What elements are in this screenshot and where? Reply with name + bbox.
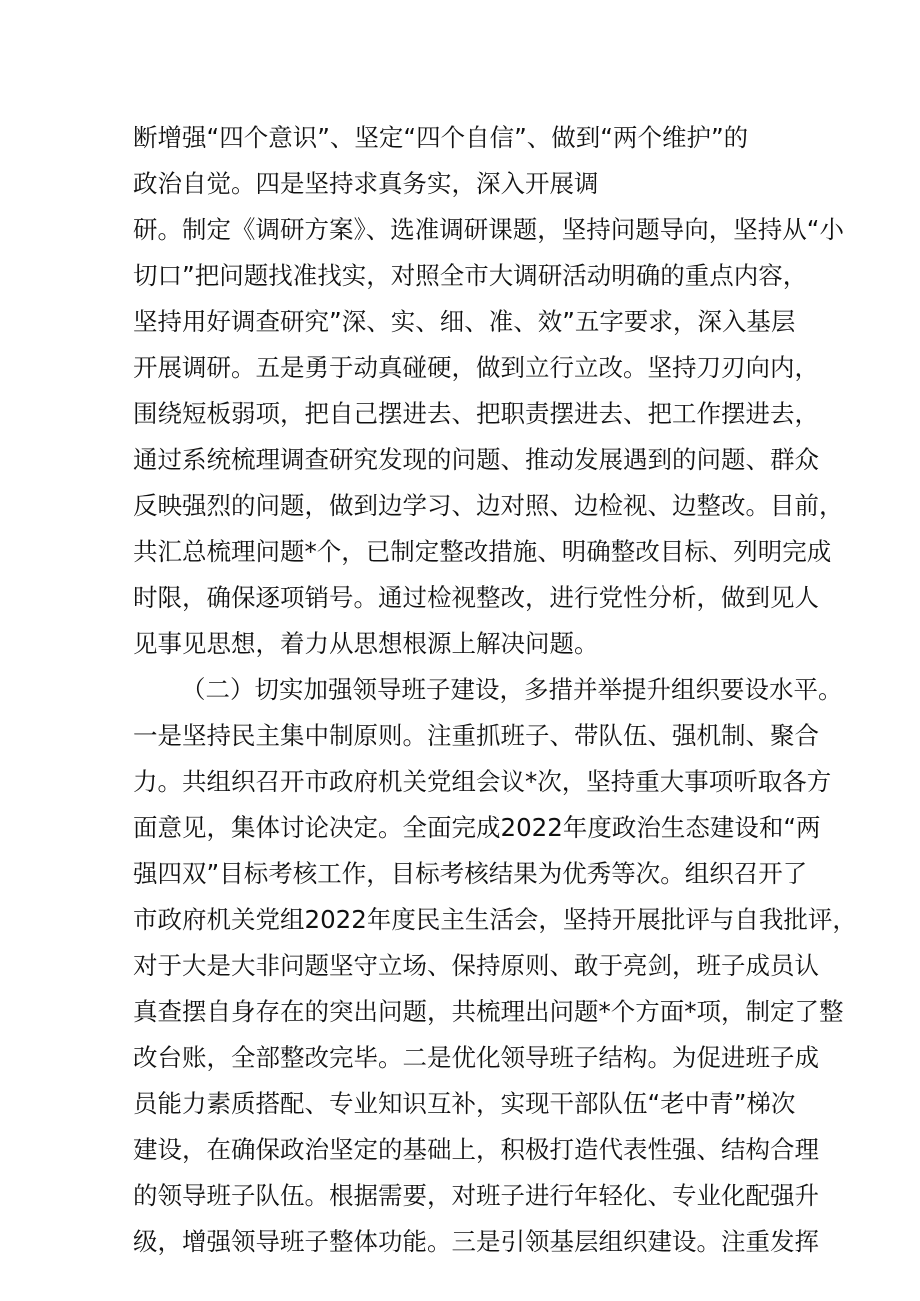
text-line: 的领导班子队伍。根据需要，对班子进行年轻化、专业化配强升 [133,1181,819,1210]
text-line: 断增强“四个意识”、坚定“四个自信”、做到“两个维护”的 [133,123,749,152]
text-line: 面意见，集体讨论决定。全面完成2022年度政治生态建设和“两 [133,813,821,842]
text-line: 市政府机关党组2022年度民主生活会，坚持开展批评与自我批评， [133,905,857,934]
text-line: 坚持用好调查研究”深、实、细、准、效”五字要求，深入基层 [133,307,796,336]
text-line: 反映强烈的问题，做到边学习、边对照、边检视、边整改。目前， [133,491,844,520]
text-line: 开展调研。五是勇于动真碰硬，做到立行立改。坚持刀刃向内， [133,353,819,382]
text-line: 建设，在确保政治坚定的基础上，积极打造代表性强、结构合理 [133,1135,819,1164]
text-line: 共汇总梳理问题*个，已制定整改措施、明确整改目标、列明完成 [133,537,832,566]
section-heading: （二）切实加强领导班子建设，多措并举提升组织要设水平。 [181,675,843,704]
text-line: 改台账，全部整改完毕。二是优化领导班子结构。为促进班子成 [133,1043,819,1072]
text-line: 一是坚持民主集中制原则。注重抓班子、带队伍、强机制、聚合 [133,721,819,750]
text-line: 围绕短板弱项，把自己摆进去、把职责摆进去、把工作摆进去， [133,399,819,428]
text-line: 强四双”目标考核工作，目标考核结果为优秀等次。组织召开了 [133,859,808,888]
text-line: 时限，确保逐项销号。通过检视整改，进行党性分析，做到见人 [133,583,819,612]
text-line: 对于大是大非问题坚守立场、保持原则、敢于亮剑，班子成员认 [133,951,819,980]
text-line: 通过系统梳理调查研究发现的问题、推动发展遇到的问题、群众 [133,445,819,474]
text-line: 员能力素质搭配、专业知识互补，实现干部队伍“老中青”梯次 [133,1089,796,1118]
text-line: 力。共组织召开市政府机关党组会议*次，坚持重大事项听取各方 [133,767,832,796]
body-text [133,115,857,1265]
text-line: 切口”把问题找准找实，对照全市大调研活动明确的重点内容， [133,261,808,290]
text-line: 研。制定《调研方案》、选准调研课题，坚持问题导向，坚持从“小 [133,215,844,244]
text-line: 真查摆自身存在的突出问题，共梳理出问题*个方面*项，制定了整 [133,997,844,1026]
text-line: 见事见思想，着力从思想根源上解决问题。 [133,629,599,658]
text-line: 政治自觉。四是坚持求真务实，深入开展调 [133,169,599,198]
text-line: 级，增强领导班子整体功能。三是引领基层组织建设。注重发挥 [133,1227,819,1256]
